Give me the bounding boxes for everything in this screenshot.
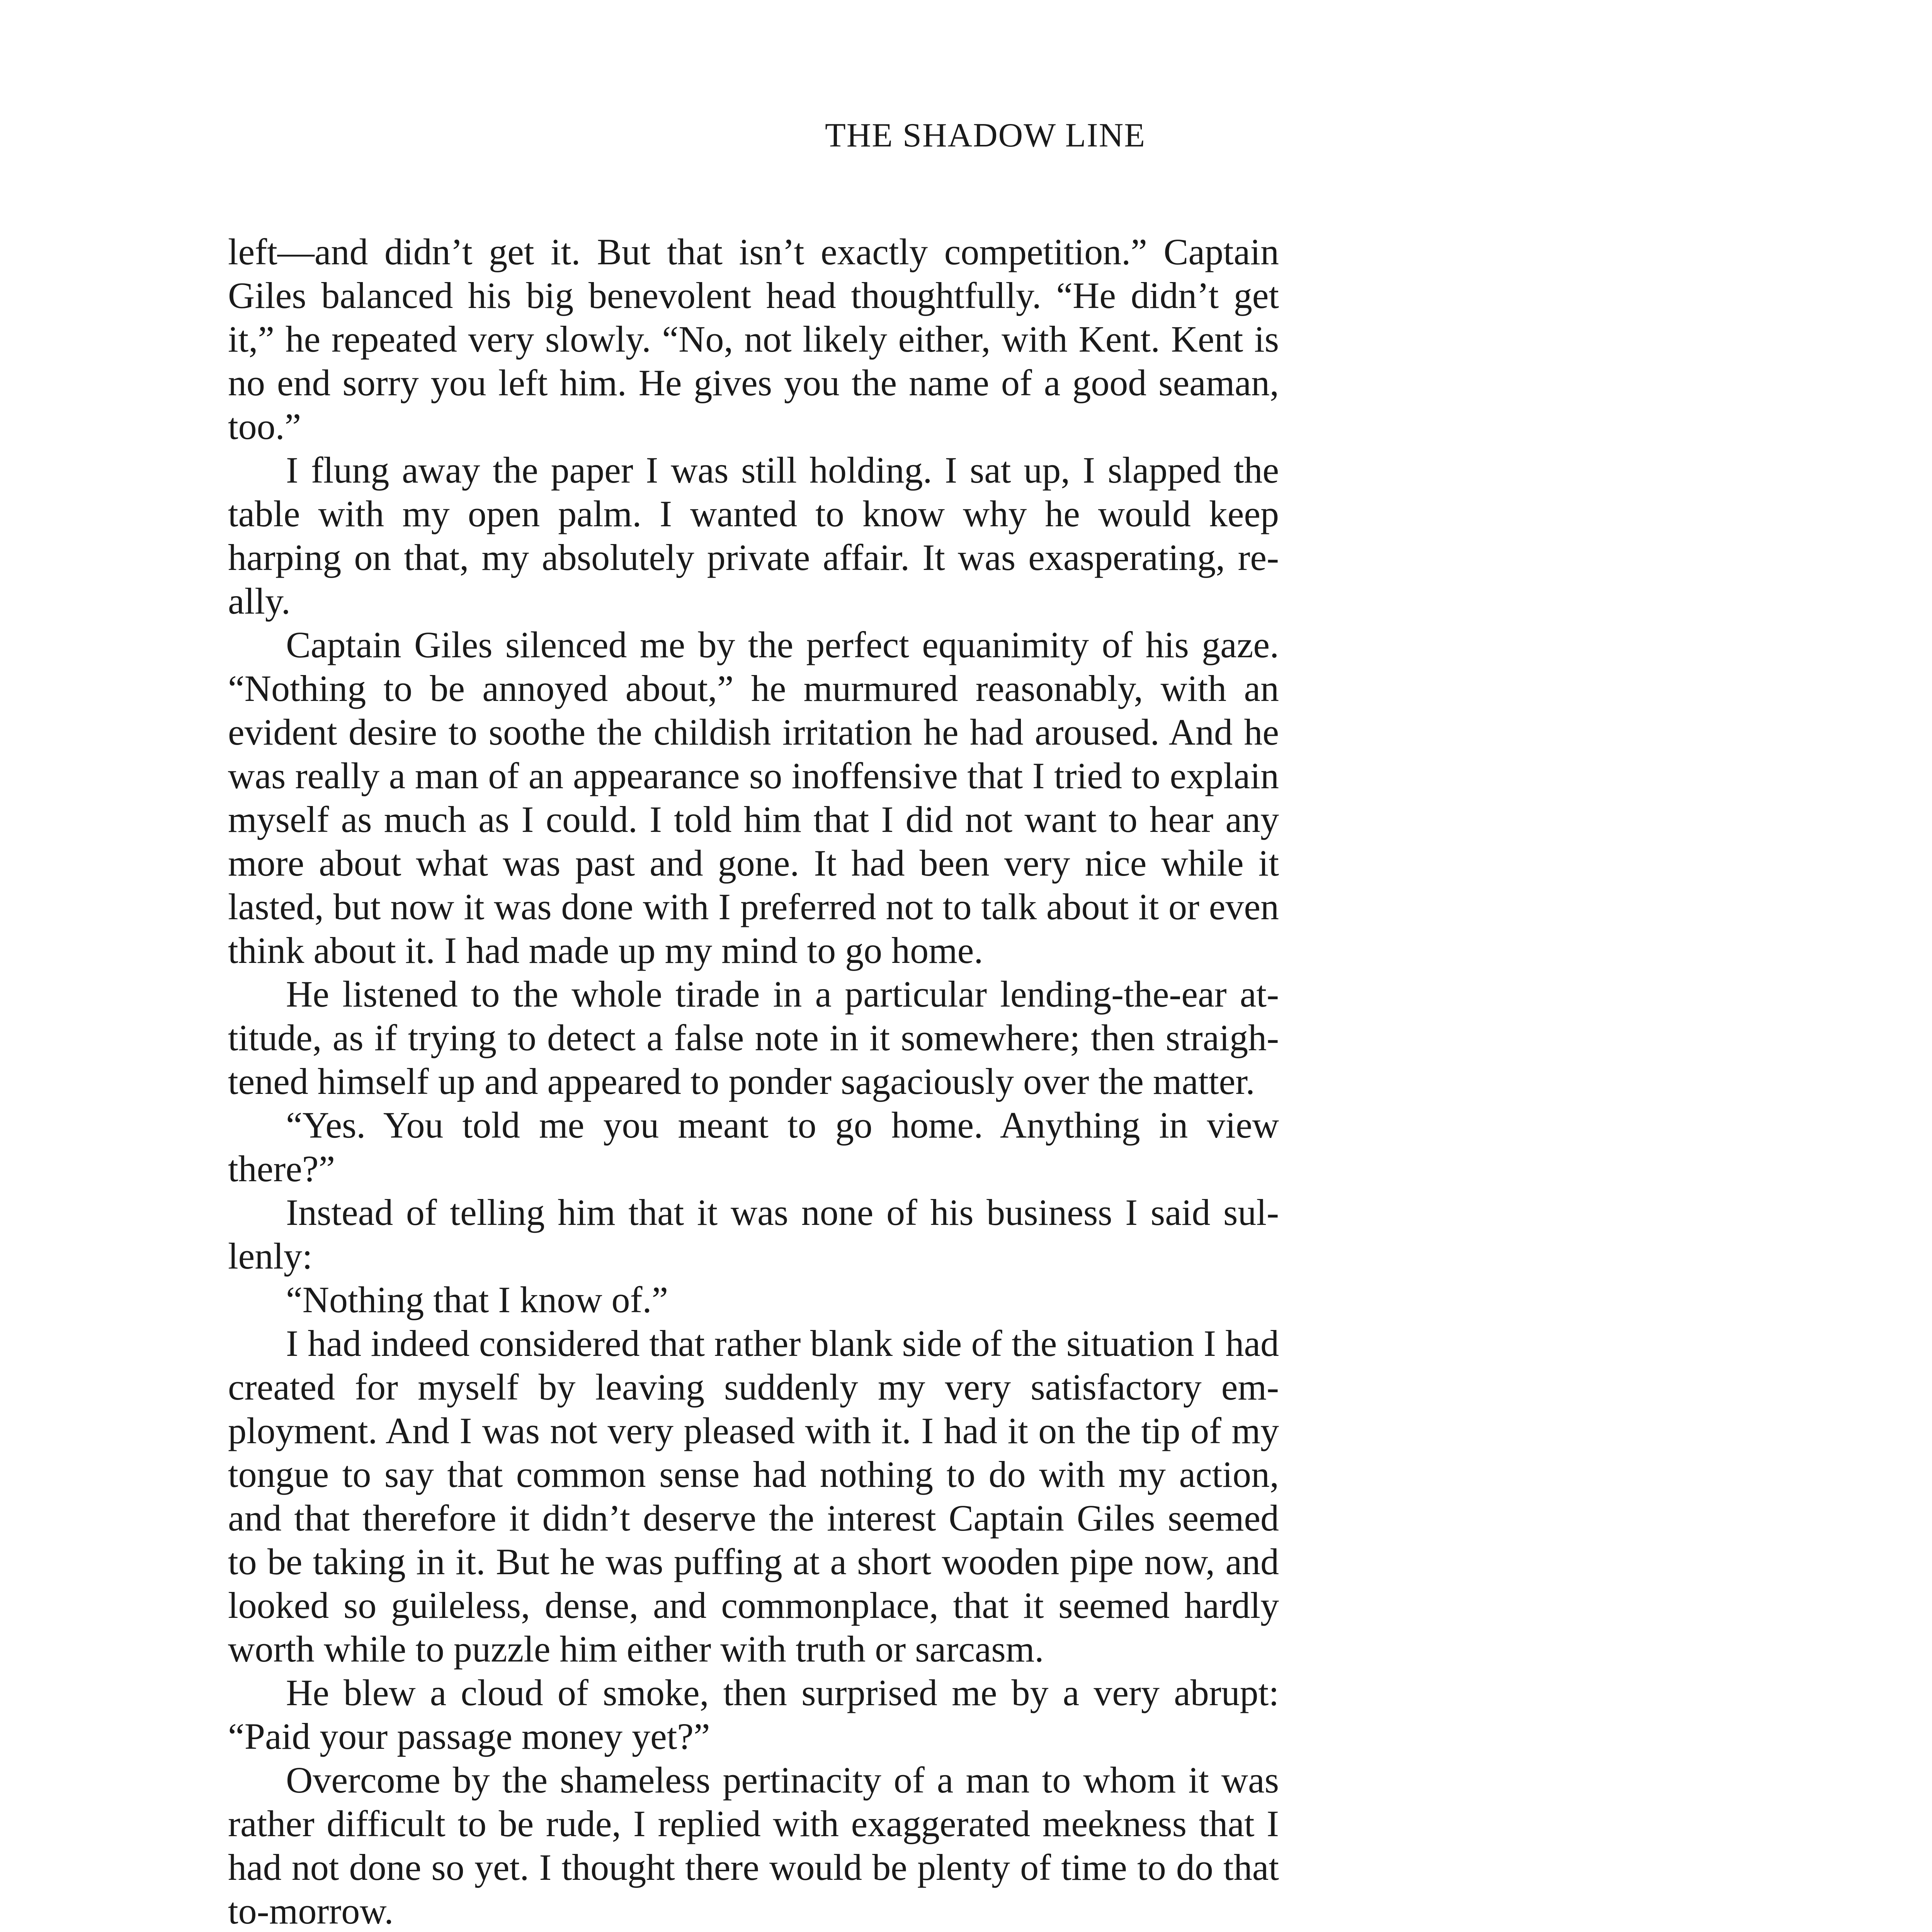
paragraph-4: He listened to the whole tirade in a particular lending-the-ear attitude, as if trying to detect a false note in it somewhere; then straightened himself up and appeared to ponder sagaciously over the matter. bbox=[228, 973, 1279, 1102]
paragraph-1: left—and didn’t get it. But that isn’t exactly competition.” Captain Giles balanced his big benevolent head thoughtfully. “He didn’t get it,” he repeated very slowly. “No, not likely either, with Kent. Kent is no end sorry you left him. He gives you the name of a good seaman, too.” bbox=[228, 231, 1279, 447]
paragraph-3: Captain Giles silenced me by the perfect equanimity of his gaze. “Nothing to be annoyed about,” he murmured reasonably, with an evident desire to soothe the childish irritation he had aroused. And he was really a man of an appearance so inoffensive that I tried to explain myself as much as I could. I told him that I did not want to hear any more about what was past and gone. It had been very nice while it lasted, but now it was done with I preferred not to talk about it or even think about it. I had made up my mind to go home. bbox=[228, 624, 1279, 971]
body-text bbox=[228, 230, 1279, 1932]
paragraph-5: “Yes. You told me you meant to go home. Anything in view there?” bbox=[228, 1104, 1279, 1189]
paragraph-8: I had indeed considered that rather blank side of the situation I had created for myself by leaving suddenly my very satisfactory employment. And I was not very pleased with it. I had it on the tip of my tongue to say that common sense had nothing to do with my action, and that therefore it didn’t deserve the interest Captain Giles seemed to be taking in it. But he was puffing at a short wooden pipe now, and looked so guileless, dense, and commonplace, that it seemed hardly worth while to puzzle him either with truth or sarcasm. bbox=[228, 1323, 1279, 1670]
paragraph-2: I flung away the paper I was still holding. I sat up, I slapped the table with my open palm. I wanted to know why he would keep harping on that, my absolutely private affair. It was exasperating, really. bbox=[228, 449, 1279, 622]
paragraph-10: Overcome by the shameless pertinacity of a man to whom it was rather difficult to be rude, I replied with exaggerated meekness that I had not done so yet. I thought there would be plenty of time to do that to-morrow. bbox=[228, 1759, 1279, 1932]
paragraph-6: Instead of telling him that it was none of his business I said sullenly: bbox=[228, 1192, 1279, 1277]
running-head: THE SHADOW LINE bbox=[825, 117, 1146, 154]
paragraph-7: “Nothing that I know of.” bbox=[286, 1279, 668, 1320]
paragraph-9: He blew a cloud of smoke, then surprised me by a very abrupt: “Paid your passage money yet?” bbox=[228, 1672, 1279, 1757]
